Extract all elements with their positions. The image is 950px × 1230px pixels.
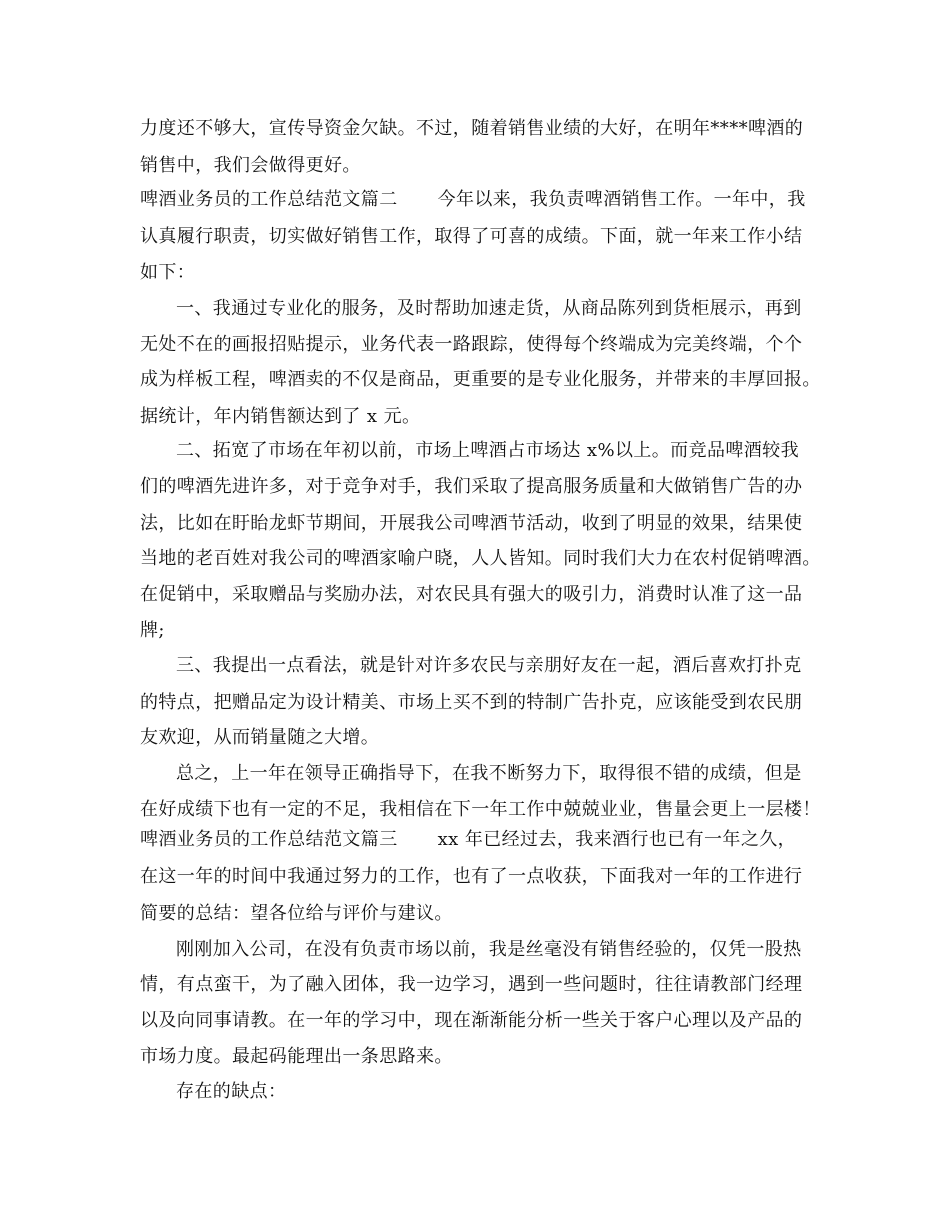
body-line: 据统计，年内销售额达到了 x 元。 (140, 406, 421, 427)
body-line: 如下： (140, 262, 196, 283)
body-line: 无处不在的画报招贴提示，业务代表一路跟踪，使得每个终端成为完美终端，个个 (140, 334, 803, 355)
body-text: xx 年已经过去，我来酒行也已有一年之久， (437, 829, 797, 850)
body-line: 市场力度。最起码能理出一条思路来。 (140, 1046, 453, 1067)
section-heading-line (140, 829, 796, 851)
paragraph-first-line: 刚刚加入公司，在没有负责市场以前，我是丝毫没有销售经验的，仅凭一股热 (176, 939, 802, 960)
paragraph-first-line: 二、拓宽了市场在年初以前，市场上啤酒占市场达 x%以上。而竞品啤酒较我 (176, 440, 799, 461)
paragraph-first-line: 存在的缺点： (176, 1081, 287, 1102)
section-heading: 啤酒业务员的工作总结范文篇三 (140, 829, 398, 850)
body-text: 今年以来，我负责啤酒销售工作。一年中，我 (437, 189, 806, 210)
body-line: 简要的总结：望各位给与评价与建议。 (140, 903, 453, 924)
body-line: 友欢迎，从而销量随之大增。 (140, 727, 380, 748)
body-line: 当地的老百姓对我公司的啤酒家喻户晓，人人皆知。同时我们大力在农村促销啤酒。 (140, 548, 821, 569)
body-line: 认真履行职责，切实做好销售工作，取得了可喜的成绩。下面，就一年来工作小结 (140, 226, 803, 247)
body-line: 在这一年的时间中我通过努力的工作，也有了一点收获，下面我对一年的工作进行 (140, 866, 803, 887)
body-line: 以及向同事请教。在一年的学习中，现在渐渐能分析一些关于客户心理以及产品的 (140, 1010, 803, 1031)
body-line: 法，比如在盱眙龙虾节期间，开展我公司啤酒节活动，收到了明显的效果，结果使 (140, 513, 803, 534)
body-line: 成为样板工程，啤酒卖的不仅是商品，更重要的是专业化服务，并带来的丰厚回报。 (140, 369, 821, 390)
paragraph-first-line: 总之，上一年在领导正确指导下，在我不断努力下，取得很不错的成绩，但是 (176, 763, 802, 784)
body-line: 力度还不够大，宣传导资金欠缺。不过，随着销售业绩的大好，在明年****啤酒的 (140, 118, 804, 139)
body-line: 情，有点蛮干，为了融入团体，我一边学习，遇到一些问题时，往往请教部门经理 (140, 974, 803, 995)
paragraph-first-line: 一、我通过专业化的服务，及时帮助加速走货，从商品陈列到货柜展示，再到 (176, 298, 802, 319)
paragraph-first-line: 三、我提出一点看法，就是针对许多农民与亲朋好友在一起，酒后喜欢打扑克 (176, 655, 802, 676)
body-line: 在促销中，采取赠品与奖励办法，对农民具有强大的吸引力，消费时认准了这一品 (140, 584, 803, 605)
body-line: 们的啤酒先进许多，对于竞争对手，我们采取了提高服务质量和大做销售广告的办 (140, 476, 803, 497)
body-line: 牌; (140, 620, 165, 641)
section-heading: 啤酒业务员的工作总结范文篇二 (140, 189, 398, 210)
body-line: 在好成绩下也有一定的不足，我相信在下一年工作中兢兢业业，售量会更上一层楼！ (140, 799, 821, 820)
section-heading-line (140, 189, 806, 211)
body-line: 的特点，把赠品定为设计精美、市场上买不到的特制广告扑克，应该能受到农民朋 (140, 692, 803, 713)
body-line: 销售中，我们会做得更好。 (140, 155, 361, 176)
